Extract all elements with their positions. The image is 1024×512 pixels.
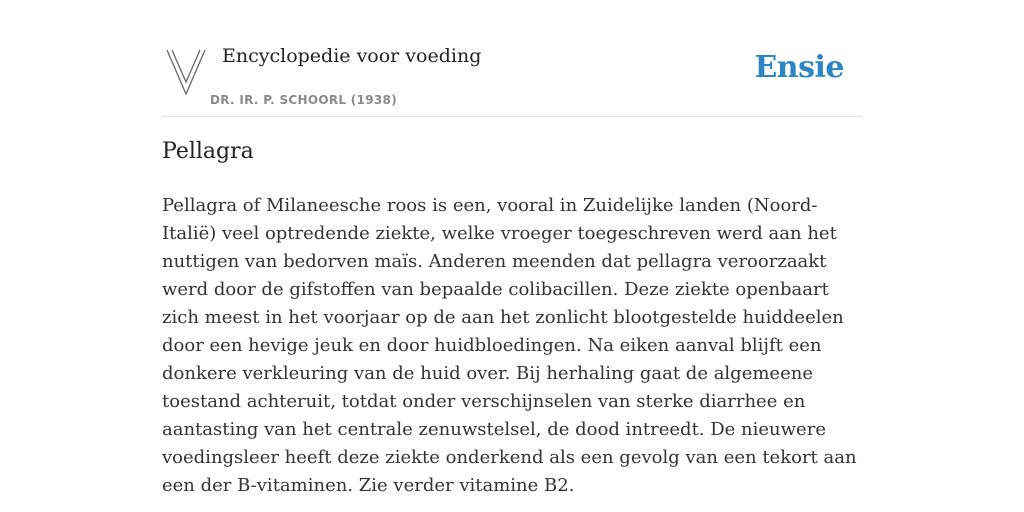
author-label: DR. IR. P. SCHOORL (1938) [210,93,397,107]
v-logo-icon[interactable] [165,48,207,96]
header [162,36,862,117]
entry-body: Pellagra of Milaneesche roos is een, vooral in Zuidelijke landen (Noord-Italië) veel optredende ziekte, welke vroeger toegeschreven werd aan het nuttigen van bedorven maïs. Anderen meenden dat pellagra veroorzaakt werd door de gifstoffen van bepaalde colibacillen. Deze ziekte openbaart zich meest in het voorjaar op de aan het zonlicht blootgestelde huiddeelen door een hevige jeuk en door huidbloedingen. Na eiken aanval blijft een donkere verkleuring van de huid over. Bij herhaling gaat de algemeene toestand achteruit, totdat onder verschijnselen van sterke diarrhee en aantasting van het centrale zenuwstelsel, de dood intreedt. De nieuwere voedingsleer heeft deze ziekte onderkend als een gevolg van een tekort aan een der B-vitaminen. Zie verder vitamine B2. [162,195,857,496]
brand-logo[interactable]: Ensie [754,50,844,85]
entry-title: Pellagra [162,139,254,164]
book-title[interactable]: Encyclopedie voor voeding [222,45,482,67]
